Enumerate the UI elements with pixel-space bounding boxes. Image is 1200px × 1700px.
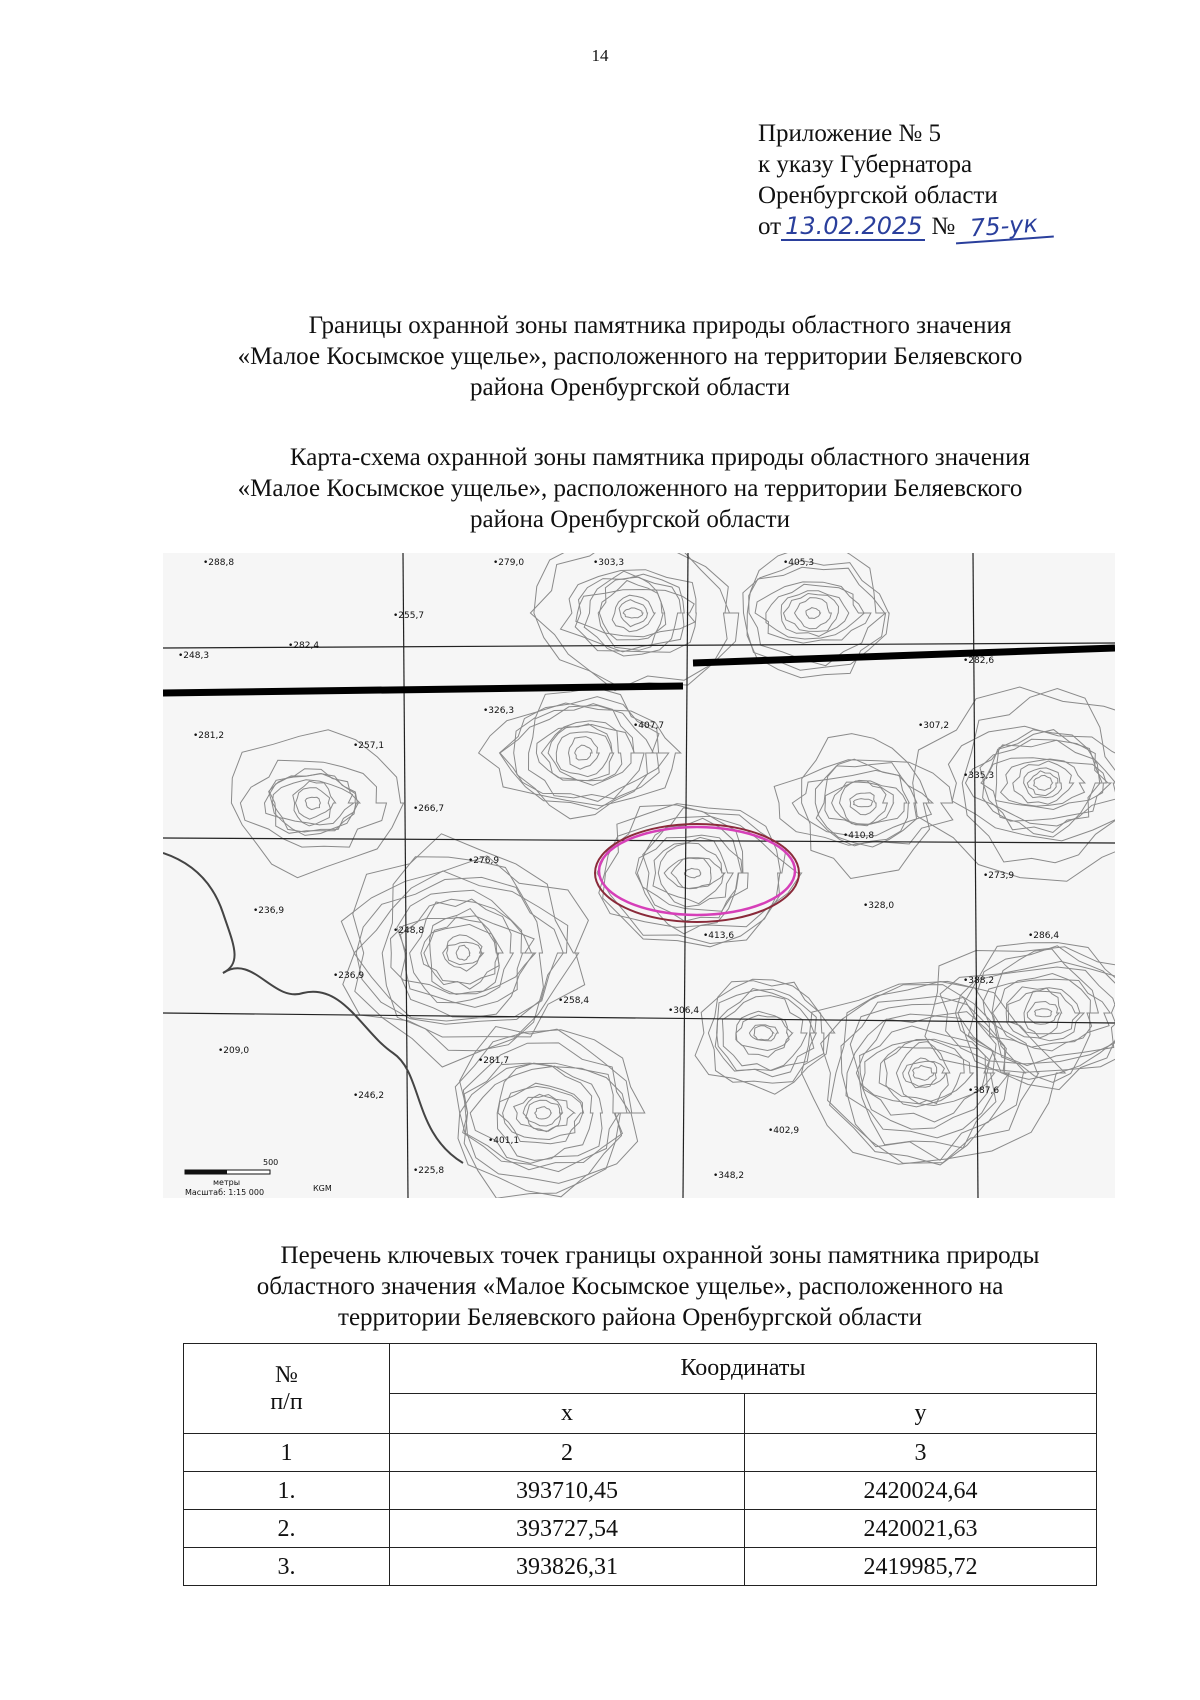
elevation-label: •307,2 [918, 721, 950, 731]
contour-line [1024, 988, 1062, 1038]
elevation-label: •282,6 [963, 656, 995, 666]
contour-line [806, 608, 821, 619]
points-list-title [160, 1240, 1100, 1333]
contour-line [966, 740, 1116, 826]
contour-line [556, 732, 612, 777]
number-label: № [931, 213, 956, 240]
elevation-label: •258,4 [558, 996, 590, 1006]
point-x: 393710,45 [390, 1472, 745, 1510]
elevation-label: •273,9 [983, 871, 1015, 881]
contour-line [479, 703, 681, 806]
document-title-line-1: Границы охранной зоны памятника природы областного значения [308, 312, 1012, 339]
elevation-label: •279,0 [493, 558, 525, 568]
contour-line [612, 595, 655, 632]
protected-zone-boundary [599, 827, 795, 915]
appendix-line-2: к указу Губернатора [758, 151, 973, 178]
elevation-label: •410,8 [843, 831, 875, 841]
contour-line [623, 608, 643, 618]
contour-line [421, 924, 499, 984]
table-row [184, 1472, 1097, 1510]
elevation-label: •335,3 [963, 771, 995, 781]
contour-line [722, 996, 807, 1071]
points-list-title-line-1: Перечень ключевых точек границы охранной зоны памятника природы [280, 1242, 1040, 1269]
map-title-line-1: Карта-схема охранной зоны памятника природы областного значения [289, 444, 1031, 471]
elevation-label: •281,7 [478, 1056, 510, 1066]
elevation-label: •209,0 [218, 1046, 250, 1056]
elevation-label: •246,2 [353, 1091, 385, 1101]
elevation-label: •401,1 [488, 1136, 520, 1146]
appendix-line-1: Приложение № 5 [758, 120, 942, 147]
index-cell: 1 [184, 1434, 390, 1472]
contour-line [541, 721, 621, 781]
contour-line [854, 799, 873, 807]
column-header-x: x [390, 1394, 745, 1434]
elevation-label: •405,3 [783, 558, 815, 568]
elevation-label: •388,2 [963, 976, 995, 986]
handwritten-date: 13.02.2025 [781, 213, 925, 241]
appendix-line-3: Оренбургской области [758, 182, 998, 209]
contour-line [1027, 771, 1058, 796]
index-cell: 2 [390, 1434, 745, 1472]
contour-line [925, 947, 1115, 1073]
elevation-label: •225,8 [413, 1166, 445, 1176]
contour-line [575, 745, 592, 760]
appendix-date-line [758, 211, 1053, 242]
elevation-label: •402,9 [768, 1126, 800, 1136]
point-number: 1. [184, 1472, 390, 1510]
scale-value: 500 [263, 1158, 279, 1167]
river [163, 853, 463, 1163]
elevation-label: •303,3 [593, 558, 625, 568]
column-header-number-symbol: № [275, 1361, 298, 1388]
contour-line [296, 788, 331, 820]
from-label: от [758, 213, 782, 240]
appendix-header [758, 118, 1053, 242]
point-x: 393727,54 [390, 1510, 745, 1548]
elevation-label: •236,9 [253, 906, 285, 916]
elevation-label: •326,3 [483, 706, 515, 716]
elevation-label: •236,9 [333, 971, 365, 981]
topographic-map [163, 553, 1115, 1198]
scale-bar [185, 1158, 278, 1197]
elevation-label: •276,9 [468, 856, 500, 866]
contour-line [498, 1083, 583, 1144]
elevation-label: •328,0 [863, 901, 895, 911]
contour-line [802, 734, 930, 879]
point-y: 2420021,63 [745, 1510, 1097, 1548]
point-y: 2420024,64 [745, 1472, 1097, 1510]
elevation-label: •286,4 [1028, 931, 1060, 941]
elevation-label: •248,8 [393, 926, 425, 936]
column-header-number-label: п/п [270, 1388, 303, 1415]
contour-line [980, 739, 1111, 821]
document-title-line-2: «Малое Косымское ущелье», расположенного на территории Беляевского [237, 343, 1023, 370]
contour-line [353, 834, 579, 1067]
contour-line [526, 1100, 563, 1126]
contour-line [736, 1015, 789, 1050]
contour-line [569, 737, 600, 770]
elevation-label: •248,3 [178, 651, 210, 661]
contour-line [913, 1066, 934, 1081]
handwritten-number: 75-ук [954, 210, 1054, 245]
contour-line [671, 858, 711, 889]
contour-line [1035, 1009, 1052, 1017]
contour-line [535, 1107, 552, 1119]
elevation-label: •288,8 [203, 558, 235, 568]
contour-line [1006, 987, 1084, 1041]
contour-line [603, 804, 781, 947]
contour-line [305, 797, 320, 809]
map-title-line-2: «Малое Косымское ущелье», расположенного на территории Беляевского [237, 475, 1023, 502]
contour-line [795, 598, 832, 629]
contour-line [424, 917, 499, 989]
elevation-label: •387,6 [968, 1086, 1000, 1096]
column-header-number [184, 1344, 390, 1434]
elevation-label: •407,7 [633, 721, 665, 731]
point-number: 2. [184, 1510, 390, 1548]
contour-line [443, 935, 484, 971]
contour-line [231, 730, 403, 878]
contour-line [913, 687, 1115, 881]
document-title [160, 310, 1100, 403]
map-title [160, 442, 1100, 535]
elevation-label: •306,4 [668, 1006, 700, 1016]
contour-line [1027, 1002, 1059, 1025]
points-list-title-line-3: территории Беляевского района Оренбургской области [338, 1304, 922, 1331]
coordinates-table [183, 1343, 1097, 1586]
contour-line [784, 594, 839, 632]
table-row [184, 1510, 1097, 1548]
contour-line [456, 945, 470, 960]
kgm-marker: КGM [313, 1184, 332, 1193]
scale-text: Масштаб: 1:15 000 [185, 1188, 265, 1197]
elevation-label: •266,7 [413, 804, 445, 814]
index-cell: 3 [745, 1434, 1097, 1472]
elevation-label: •413,6 [703, 931, 735, 941]
contour-line [825, 781, 907, 825]
contour-line [664, 858, 725, 889]
table-row [184, 1548, 1097, 1586]
point-x: 393826,31 [390, 1548, 745, 1586]
contour-line [1008, 991, 1080, 1034]
page-number: 14 [591, 46, 609, 65]
elevation-label: •348,2 [713, 1171, 745, 1181]
points-list-title-line-2: областного значения «Малое Косымское ущелье», расположенного на [256, 1273, 1004, 1300]
point-y: 2419985,72 [745, 1548, 1097, 1586]
contour-line [754, 1026, 774, 1040]
elevation-label: •255,7 [393, 611, 425, 621]
map-canvas [163, 553, 1115, 1198]
elevation-label: •281,2 [193, 731, 225, 741]
column-header-y: y [745, 1394, 1097, 1434]
contour-line [460, 1063, 623, 1170]
map-title-line-3: района Оренбургской области [470, 506, 790, 533]
column-header-coordinates: Координаты [390, 1344, 1097, 1394]
index-row [184, 1434, 1097, 1472]
elevation-label: •257,1 [353, 741, 385, 751]
contour-line [766, 584, 865, 639]
document-title-line-3: района Оренбургской области [470, 374, 790, 401]
contour-line [684, 868, 700, 877]
scale-label: метры [213, 1178, 241, 1187]
elevation-label: •282,4 [288, 641, 320, 651]
point-number: 3. [184, 1548, 390, 1586]
contour-line [1034, 775, 1053, 790]
